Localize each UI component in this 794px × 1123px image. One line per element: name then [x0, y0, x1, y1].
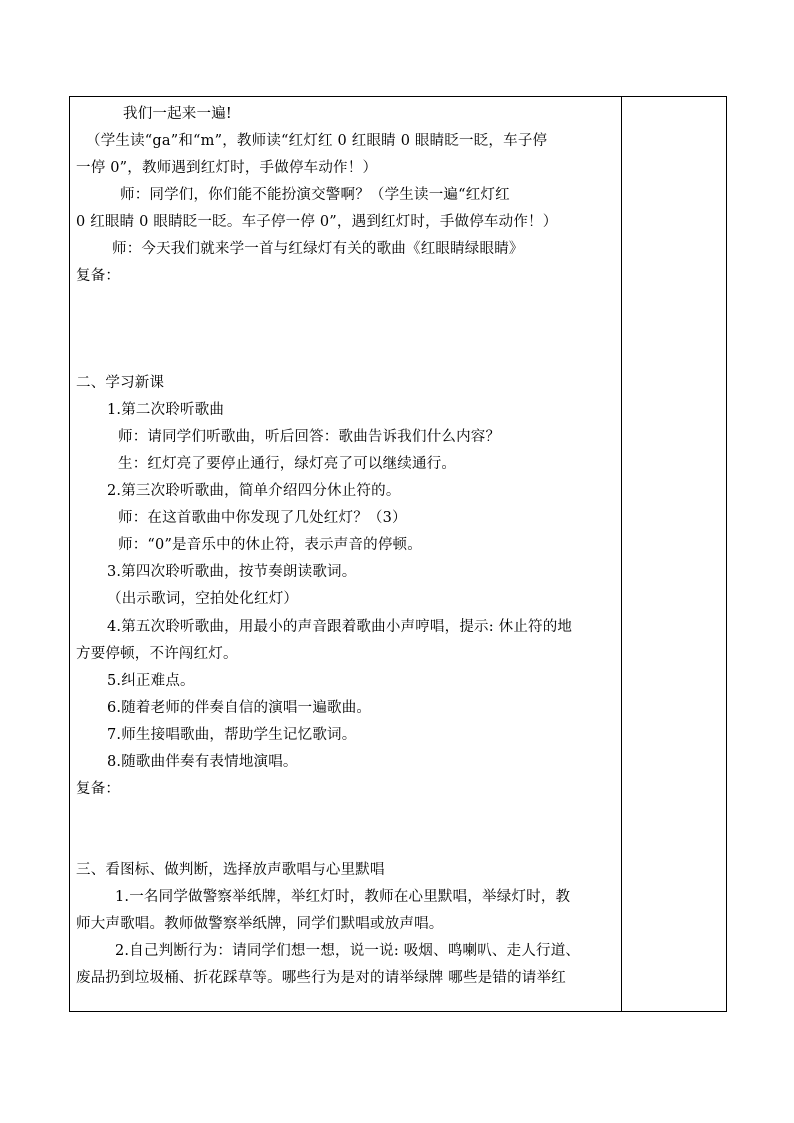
text-line: 7.师生接唱歌曲，帮助学生记忆歌词。: [107, 727, 357, 743]
text-line: 师：同学们，你们能不能扮演交警啊？（学生读一遍“红灯红: [120, 187, 510, 203]
text-line: 师：请同学们听歌曲，听后回答：歌曲告诉我们什么内容？: [118, 429, 501, 445]
text-line: 师：今天我们就来学一首与红绿灯有关的歌曲《红眼睛绿眼睛》: [112, 241, 524, 257]
text-line: 1.第二次聆听歌曲: [107, 402, 225, 418]
text-line: 1.一名同学做警察举纸牌，举红灯时，教师在心里默唱，举绿灯时，教: [115, 889, 571, 905]
text-line: 废品扔到垃圾桶、折花踩草等。哪些行为是对的请举绿牌 哪些是错的请举红: [76, 970, 566, 986]
text-line: 生：红灯亮了要停止通行，绿灯亮了可以继续通行。: [118, 456, 457, 472]
text-line: 4.第五次聆听歌曲，用最小的声音跟着歌曲小声哼唱，提示: 休止符的地: [107, 619, 573, 635]
text-line: 6.随着老师的伴奏自信的演唱一遍歌曲。: [107, 700, 372, 716]
review-note-label: 复备：: [76, 268, 121, 284]
text-line: （学生读“ga”和“m”，教师读“红灯红 0 红眼睛 0 眼睛眨一眨，车子停: [86, 133, 548, 149]
text-line: 8.随歌曲伴奏有表情地演唱。: [107, 754, 298, 770]
section-heading: 二、学习新课: [76, 375, 165, 391]
text-line: 3.第四次聆听歌曲，按节奏朗读歌词。: [107, 564, 357, 580]
notes-column-cell: [622, 97, 726, 1011]
text-line: 0 红眼睛 0 眼睛眨一眨。车子停一停 0”，遇到红灯时，手做停车动作！）: [76, 214, 558, 230]
text-line: 2.第三次聆听歌曲，简单介绍四分休止符的。: [107, 483, 401, 499]
review-note-label: 复备：: [76, 781, 121, 797]
text-line: 5.纠正难点。: [107, 673, 195, 689]
text-line: 师：“0”是音乐中的休止符，表示声音的停顿。: [118, 537, 422, 553]
text-line: 2.自己判断行为：请同学们想一想，说一说: 吸烟、鸣喇叭、走人行道、: [115, 943, 581, 959]
lesson-content-cell: [70, 97, 621, 1011]
text-line: （出示歌词，空拍处化红灯）: [107, 591, 299, 607]
text-line: 一停 0”，教师遇到红灯时，手做停车动作！）: [76, 160, 378, 176]
text-line: 师大声歌唱。教师做警察举纸牌，同学们默唱或放声唱。: [76, 916, 444, 932]
text-line: 师：在这首歌曲中你发现了几处红灯？（3）: [118, 510, 407, 526]
lesson-plan-table: [69, 96, 727, 1012]
section-heading: 三、看图标、做判断，选择放声歌唱与心里默唱: [76, 862, 385, 878]
text-line: 我们一起来一遍!: [123, 106, 232, 122]
text-line: 方要停顿，不许闯红灯。: [76, 646, 238, 662]
